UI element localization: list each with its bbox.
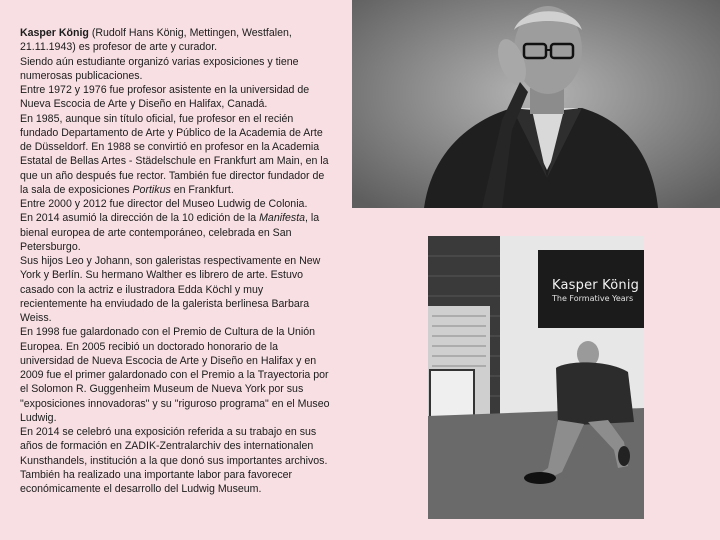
bio-paragraph: Entre 2000 y 2012 fue director del Museo Ludwig de Colonia. [20, 198, 308, 210]
bio-paragraph: En 1985, aunque sin título oficial, fue profesor en el recién fundado Departamento de Arte y Público de la Academia de Arte de Düsseldorf. En 1988 se convirtió en profesor en la Academia Estatal de Bellas Artes - Städelschule en Frankfurt am Main, en la que un año después fue rector. También fue director fundador de la sala de exposiciones Portikus en Frankfurt. [20, 112, 329, 196]
bio-paragraph: Sus hijos Leo y Johann, son galeristas respectivamente en New York y Berlín. Su hermano Walther es librero de arte. Estuvo casado con la actriz e ilustradora Edda Köchl y muy recientemente ha enviudado de la galerista berlinesa Barbara Weiss. [20, 255, 321, 324]
bio-paragraph: Siendo aún estudiante organizó varias exposiciones y tiene numerosas publicaciones. [20, 55, 299, 82]
bio-paragraph: En 2014 se celebró una exposición referida a su trabajo en sus años de formación en ZADIK-Zentralarchiv des internationalen Kunsthandels, institución a la que donó sus importantes archivos. También ha realizado una importante labor para favorecer económicamente el desarrollo del Ludwig Museum. [20, 426, 328, 495]
poster-subtitle: The Formative Years [552, 294, 634, 303]
poster-photo [428, 236, 644, 519]
portrait-photo [352, 0, 720, 208]
poster-title: Kasper König [552, 278, 640, 293]
bio-paragraph: En 2014 asumió la dirección de la 10 edición de la Manifesta, la bienal europea de arte contemporáneo, celebrada en San Petersburgo. [20, 212, 320, 253]
bio-paragraph: En 1998 fue galardonado con el Premio de Cultura de la Unión Europea. En 2005 recibió un doctorado honorario de la universidad de Nueva Escocia de Arte y Diseño en Halifax y en 2009 fue el primer galardonado con el Premio a la Trayectoria por el Solomon R. Guggenheim Museum de Nueva York por sus "exposiciones innovadoras" y su "riguroso programa" en el Museo Ludwig. [20, 326, 330, 424]
portikus-italic: Portikus [132, 183, 171, 196]
bio-paragraph: Entre 1972 y 1976 fue profesor asistente en la universidad de Nueva Escocia de Arte y Diseño en Halifax, Canadá. [20, 84, 310, 111]
bio-paragraph: Kasper König (Rudolf Hans König, Mettingen, Westfalen, 21.11.1943) es profesor de arte y curador. [20, 27, 292, 54]
biography-text [20, 26, 330, 496]
manifesta-italic: Manifesta [259, 212, 306, 225]
person-name: Kasper König [20, 27, 89, 39]
